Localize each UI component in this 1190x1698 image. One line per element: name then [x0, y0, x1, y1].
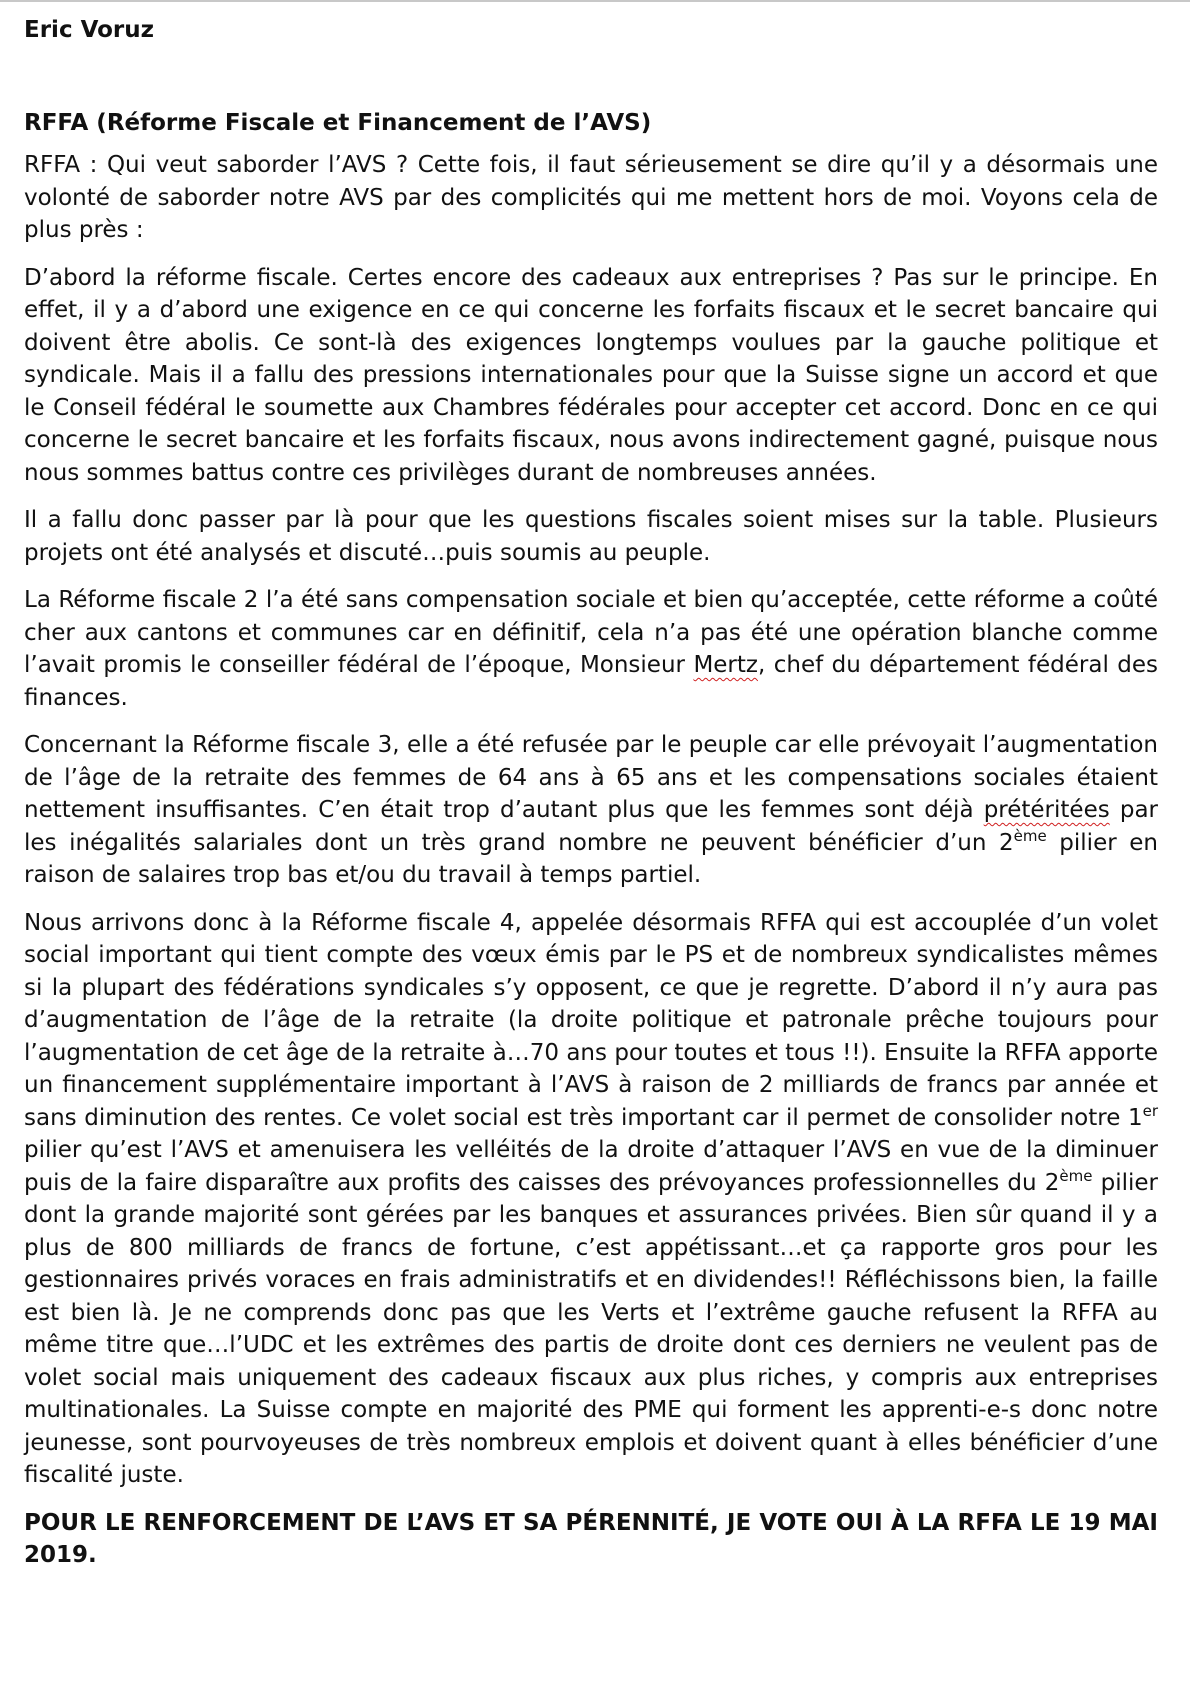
- document-title: RFFA (Réforme Fiscale et Financement de l’AVS): [24, 109, 652, 136]
- document-page: [24, 14, 1158, 1572]
- conclusion-statement: POUR LE RENFORCEMENT DE L’AVS ET SA PÉRENNITÉ, JE VOTE OUI À LA RFFA LE 19 MAI 2019.: [24, 1509, 1158, 1568]
- paragraph-reform-2: [24, 584, 1158, 714]
- paragraph-reform-4: [24, 907, 1158, 1492]
- paragraph-reform-2-text-end: , chef du département fédéral des finances.: [24, 652, 1159, 711]
- paragraph-reform-4-text-end: pilier dont la grande majorité sont gérées par les banques et assurances privées. Bien sûr quand il y a plus de 800 milliards de francs de fortune, c’est appétissant…et ça rapporte gros pour les gestionnaires privés voraces en frais administratifs et en dividendes!! Réfléchissons bien, la faille est bien là. Je ne comprends donc pas que les Verts et l’extrême gauche refusent la RFFA au même titre que…l’UDC et les extrêmes des partis de droite dont ces derniers ne veulent pas de volet social mais uniquement des cadeaux fiscaux aux plus riches, y compris aux entreprises multinationales. La Suisse compte en majorité des PME qui forment les apprenti-e-s donc notre jeunesse, sont pourvoyeuses de très nombreux emplois et doivent quant à elles bénéficier d’une fiscalité juste.: [24, 1169, 1158, 1488]
- paragraph-reform-4-text-mid: pilier qu’est l’AVS et amenuisera les velléités de la droite d’attaquer l’AVS en vue de la diminuer puis de la faire disparaître aux profits des caisses des prévoyances professionnelles du 2: [24, 1137, 1158, 1196]
- ordinal-superscript: ème: [1013, 826, 1047, 845]
- paragraph-intro: RFFA : Qui veut saborder l’AVS ? Cette fois, il faut sérieusement se dire qu’il y a désormais une volonté de saborder notre AVS par des complicités qui me mettent hors de moi. Voyons cela de plus près :: [24, 152, 1158, 243]
- paragraph-reform-2-text: La Réforme fiscale 2 l’a été sans compensation sociale et bien qu’acceptée, cette réforme a coûté cher aux cantons et communes car en définitif, cela n’a pas été une opération blanche comme l’avait promis le conseiller fédéral de l’époque, Monsieur: [24, 587, 1158, 678]
- ordinal-superscript: er: [1142, 1101, 1158, 1120]
- spellcheck-flagged-word[interactable]: Mertz: [693, 652, 758, 678]
- paragraph-reform-3-text-end: pilier en raison de salaires trop bas et/ou du travail à temps partiel.: [24, 829, 1158, 888]
- spellcheck-flagged-word[interactable]: prétéritées: [983, 797, 1110, 823]
- paragraph-reform-3-text: Concernant la Réforme fiscale 3, elle a été refusée par le peuple car elle prévoyait l’augmentation de l’âge de la retraite des femmes de 64 ans à 65 ans et les compensations sociales étaient nettement insuffisantes. C’en était trop d’autant plus que les femmes sont déjà: [24, 732, 1158, 823]
- paragraph-reform-3-text-mid: par les inégalités salariales dont un très grand nombre ne peuvent bénéficier d’un 2: [24, 797, 1158, 856]
- author-name: Eric Voruz: [24, 17, 155, 43]
- ordinal-superscript: ème: [1059, 1166, 1093, 1185]
- paragraph-projects: Il a fallu donc passer par là pour que les questions fiscales soient mises sur la table. Plusieurs projets ont été analysés et discuté…puis soumis au peuple.: [24, 507, 1158, 566]
- top-divider: [0, 0, 1190, 2]
- paragraph-reform-3: [24, 729, 1158, 892]
- paragraph-reform-4-text: Nous arrivons donc à la Réforme fiscale 4, appelée désormais RFFA qui est accouplée d’un volet social important qui tient compte des vœux émis par le PS et de nombreux syndicalistes mêmes si la plupart des fédérations syndicales s’y opposent, ce que je regrette. D’abord il n’y aura pas d’augmentation de l’âge de la retraite (la droite politique et patronale prêche toujours pour l’augmentation de cet âge de la retraite à…70 ans pour toutes et tous !!). Ensuite la RFFA apporte un financement supplémentaire important à l’AVS à raison de 2 milliards de francs par année et sans diminution des rentes. Ce volet social est très important car il permet de consolider notre 1: [24, 909, 1158, 1131]
- paragraph-fiscal-reform: D’abord la réforme fiscale. Certes encore des cadeaux aux entreprises ? Pas sur le principe. En effet, il y a d’abord une exigence en ce qui concerne les forfaits fiscaux et le secret bancaire qui doivent être abolis. Ce sont-là des exigences longtemps voulues par la gauche politique et syndicale. Mais il a fallu des pressions internationales pour que la Suisse signe un accord et que le Conseil fédéral le soumette aux Chambres fédérales pour accepter cet accord. Donc en ce qui concerne le secret bancaire et les forfaits fiscaux, nous avons indirectement gagné, puisque nous nous sommes battus contre ces privilèges durant de nombreuses années.: [24, 264, 1158, 486]
